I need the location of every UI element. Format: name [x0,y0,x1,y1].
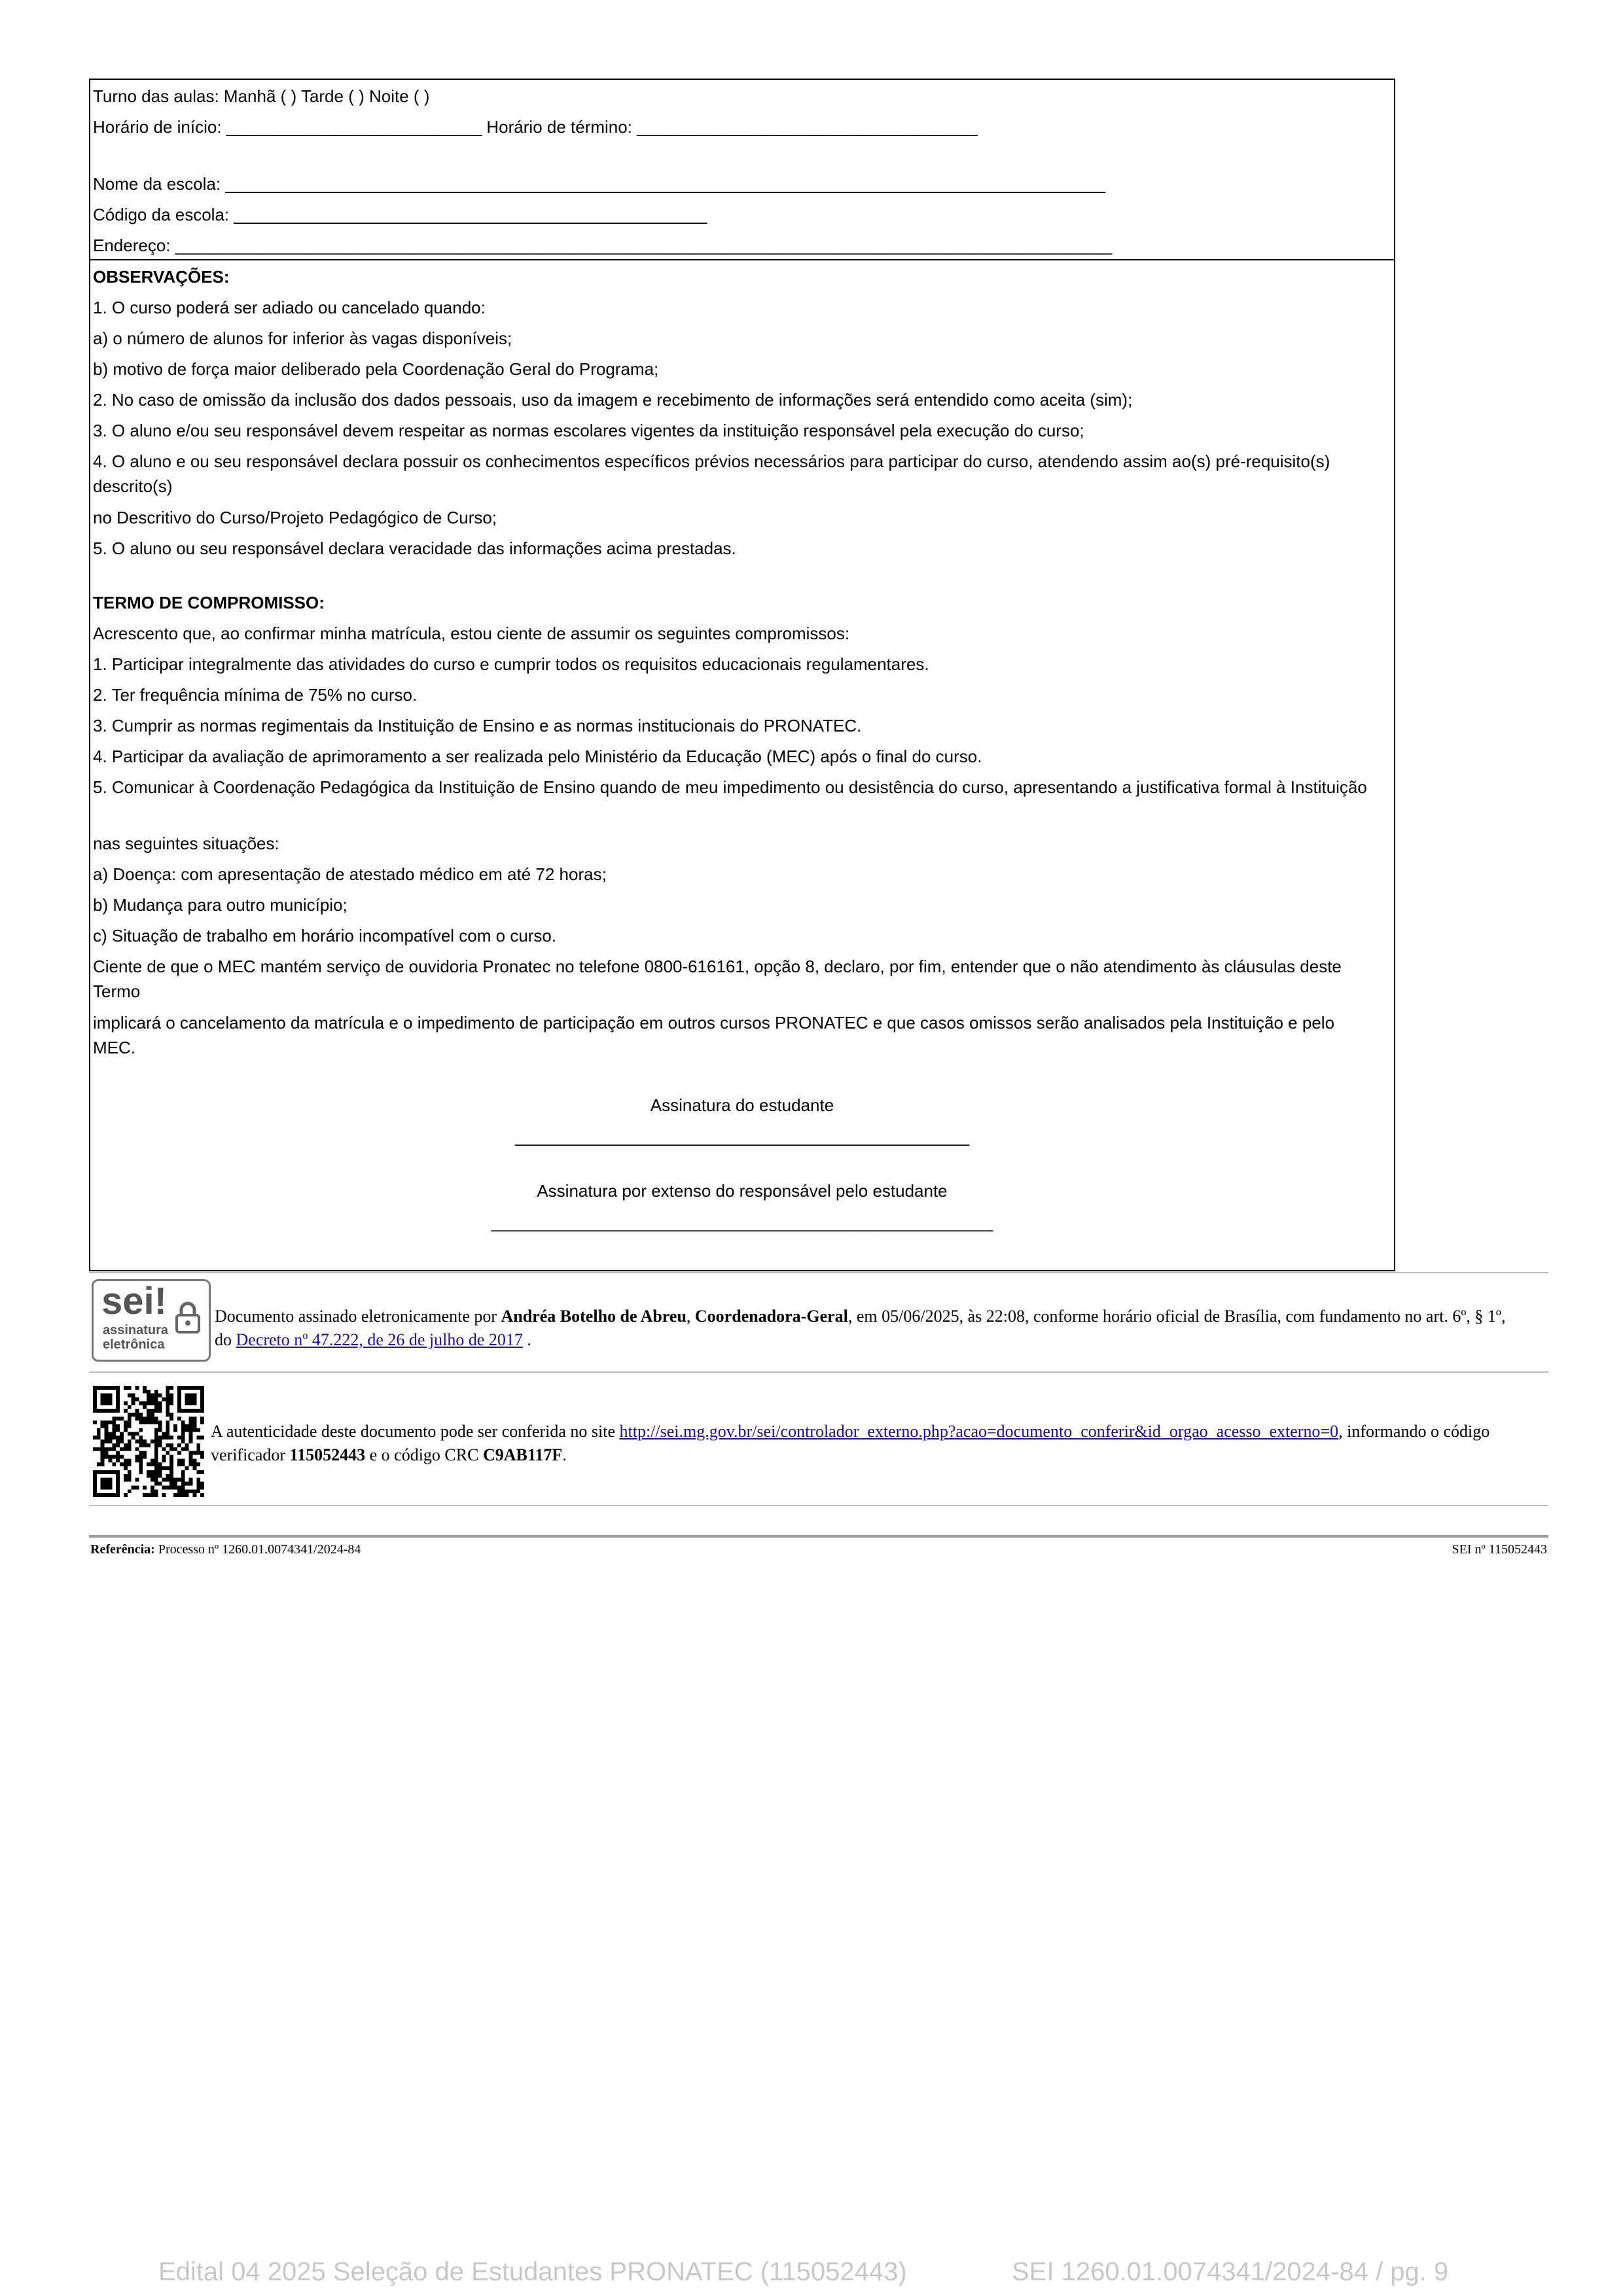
verification-url-link[interactable]: http://sei.mg.gov.br/sei/controlador_externo.php?acao=documento_conferir&id_orgao_acesso_externo=0 [619,1422,1339,1441]
sei-signature-badge [92,1279,211,1362]
authenticity-text: A autenticidade deste documento pode ser conferida no site http://sei.mg.gov.br/sei/controlador_externo.php?acao=documento_conferir&id_orgao_acesso_externo=0, informando o código verificador 115052443 e o código CRC C9AB117F. [211,1422,1490,1464]
termo-item: 3. Cumprir as normas regimentais da Instituição de Ensino e as normas institucionais do PRONATEC. [93,716,862,735]
turno-field: Turno das aulas: Manhã ( ) Tarde ( ) Noite ( ) [93,86,430,106]
termo-item: implicará o cancelamento da matrícula e o impedimento de participação em outros cursos PRONATEC e que casos omissos serão analisados pela Instituição e pelo MEC. [93,1013,1335,1057]
signer-role: Coordenadora-Geral [694,1307,848,1326]
observacao-item: no Descritivo do Curso/Projeto Pedagógico de Curso; [93,508,497,527]
separator [89,1505,1548,1506]
form-divider [90,259,1394,260]
termo-item: c) Situação de trabalho em horário incompatível com o curso. [93,926,557,945]
observacao-item: 4. O aluno e ou seu responsável declara possuir os conhecimentos específicos prévios necessários para participar do curso, atendendo assim ao(s) pré-requisito(s) descrito(s) [93,451,1330,496]
termo-item: 4. Participar da avaliação de aprimoramento a ser realizada pelo Ministério da Educação (MEC) após o final do curso. [93,747,982,766]
observacao-item: 2. No caso de omissão da inclusão dos dados pessoais, uso da imagem e recebimento de informações será entendido como aceita (sim); [93,390,1133,410]
nome-escola-field: Nome da escola: _____________________________________________________________________________________________ [93,174,1106,194]
sei-badge-line2: eletrônica [103,1337,165,1352]
guardian-signature-line: _____________________________________________________ [491,1212,993,1232]
footer-separator [89,1535,1548,1538]
observacao-item: 3. O aluno e/ou seu responsável devem respeitar as normas escolares vigentes da instituição responsável pela execução do curso; [93,421,1084,440]
termo-item: 2. Ter frequência mínima de 75% no curso. [93,685,418,705]
decree-link[interactable]: Decreto nº 47.222, de 26 de julho de 2017 [236,1330,523,1349]
watermark-title: Edital 04 2025 Seleção de Estudantes PRONATEC (115052443) [158,2257,907,2286]
sei-logo-text: sei! [101,1280,167,1322]
observacao-item: 1. O curso poderá ser adiado ou cancelado quando: [93,298,486,317]
footer-sei-number: SEI nº 115052443 [1452,1542,1547,1557]
termo-item: Ciente de que o MEC mantém serviço de ouvidoria Pronatec no telefone 0800-616161, opção 8, declaro, por fim, entender que o não atendimento às cláusulas deste Termo [93,957,1342,1001]
termo-item: 5. Comunicar à Coordenação Pedagógica da Instituição de Ensino quando de meu impedimento ou desistência do curso, apresentando a justificativa formal à Instituição [93,777,1367,797]
signer-name: Andréa Botelho de Abreu [501,1307,687,1326]
qr-code-icon [93,1386,204,1497]
termo-title: TERMO DE COMPROMISSO: [93,593,325,612]
termo-item: nas seguintes situações: [93,834,279,853]
footer-reference: Referência: Processo nº 1260.01.0074341/2024-84 [90,1542,361,1557]
observacao-item: a) o número de alunos for inferior às vagas disponíveis; [93,328,512,348]
observacao-item: 5. O aluno ou seu responsável declara veracidade das informações acima prestadas. [93,539,736,558]
watermark-process-page: SEI 1260.01.0074341/2024-84 / pg. 9 [1012,2257,1449,2286]
student-signature-label: Assinatura do estudante [650,1095,834,1115]
codigo-escola-field: Código da escola: __________________________________________________ [93,205,707,224]
horario-field: Horário de início: ___________________________ Horário de término: ____________________________________ [93,117,978,137]
crc-code: C9AB117F [482,1445,563,1464]
separator [89,1371,1548,1373]
student-signature-line: ________________________________________________ [514,1127,970,1146]
termo-item: b) Mudança para outro município; [93,895,348,915]
termo-item: Acrescento que, ao confirmar minha matrícula, estou ciente de assumir os seguintes compromissos: [93,624,850,643]
verifier-code: 115052443 [289,1445,366,1464]
guardian-signature-label: Assinatura por extenso do responsável pelo estudante [537,1181,948,1201]
sei-badge-line1: assinatura [103,1323,169,1337]
electronic-signature-text: Documento assinado eletronicamente por Andréa Botelho de Abreu, Coordenadora-Geral, em 05/06/2025, às 22:08, conforme horário oficial de Brasília, com fundamento no art. 6º, § 1º, do Decreto nº 47.222, de 26 de julho de 2017 . [215,1307,1506,1349]
observacoes-title: OBSERVAÇÕES: [93,267,230,287]
termo-item: a) Doença: com apresentação de atestado médico em até 72 horas; [93,864,607,884]
endereco-field: Endereço: ___________________________________________________________________________________________________ [93,236,1113,255]
termo-item: 1. Participar integralmente das atividades do curso e cumprir todos os requisitos educacionais regulamentares. [93,654,929,674]
separator [89,1272,1548,1273]
lock-icon [173,1301,202,1333]
observacao-item: b) motivo de força maior deliberado pela Coordenação Geral do Programa; [93,359,659,379]
